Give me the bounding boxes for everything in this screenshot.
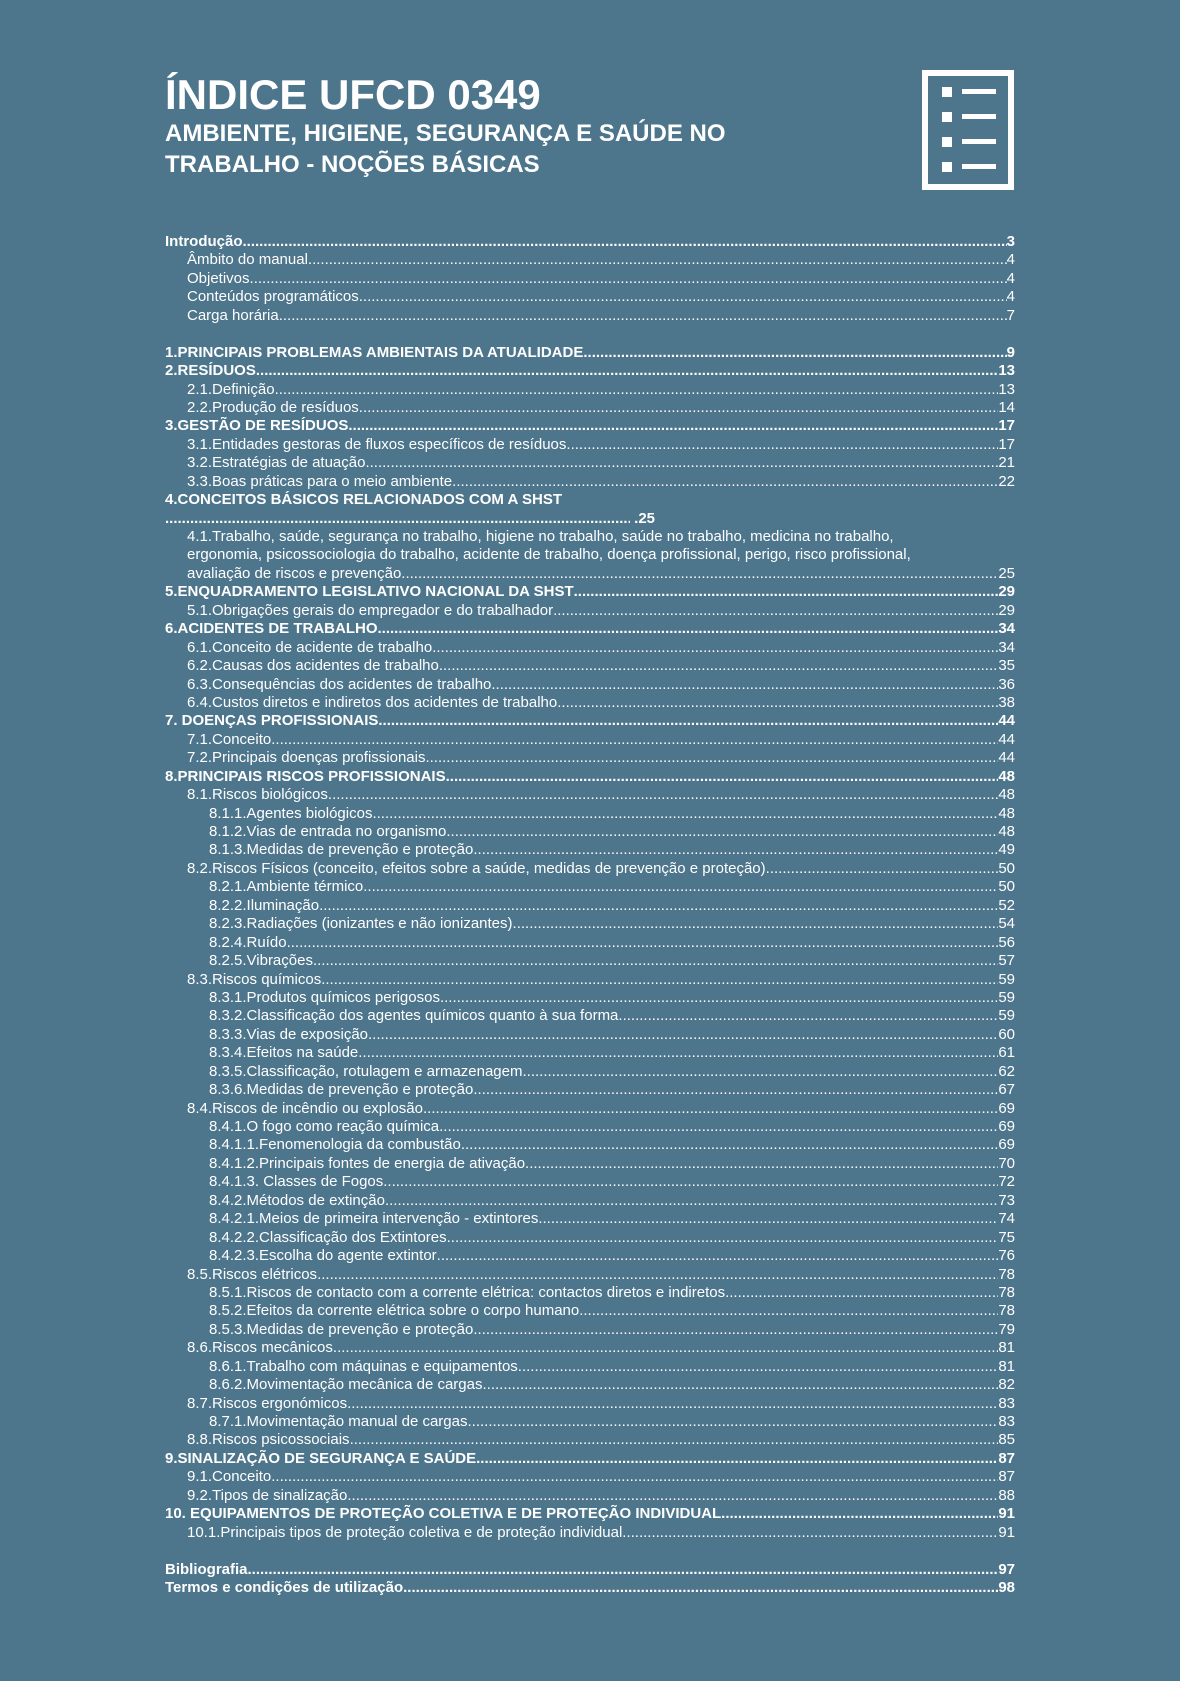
toc-entry-page: 48 — [998, 767, 1015, 785]
toc-entry-page: 13 — [998, 380, 1015, 398]
page-title: ÍNDICE UFCD 0349 — [165, 71, 541, 118]
toc-entry-page: 34 — [998, 620, 1015, 638]
toc-entry[interactable] — [165, 1395, 1015, 1413]
toc-entry[interactable] — [165, 620, 1015, 638]
toc-dot-leader — [378, 620, 999, 638]
toc-entry-label: 8.6.Riscos mecânicos — [187, 1339, 333, 1357]
toc-dot-leader — [513, 915, 999, 933]
toc-entry[interactable] — [165, 381, 1015, 399]
toc-dot-leader — [358, 1044, 998, 1062]
toc-entry-label: 7. DOENÇAS PROFISSIONAIS — [165, 712, 379, 730]
toc-entry[interactable] — [165, 1210, 1015, 1228]
toc-dot-leader — [618, 1007, 998, 1025]
toc-entry-page: 59 — [998, 970, 1015, 988]
toc-entry-page: 73 — [998, 1191, 1015, 1209]
toc-entry-label: 1.PRINCIPAIS PROBLEMAS AMBIENTAIS DA ATUALIDADE — [165, 343, 584, 361]
toc-entry-page: 50 — [998, 859, 1015, 877]
toc-entry-page: 44 — [998, 749, 1015, 767]
toc-dot-leader — [403, 1579, 998, 1597]
toc-entry[interactable] — [165, 602, 1015, 620]
toc-entry-page: 29 — [998, 583, 1015, 601]
toc-entry-page: 59 — [998, 988, 1015, 1006]
toc-dot-leader — [319, 897, 998, 915]
toc-dot-leader — [317, 1266, 998, 1284]
toc-dot-leader — [622, 1524, 998, 1542]
toc-entry-label: 3.2.Estratégias de atuação — [187, 454, 366, 472]
toc-entry[interactable] — [165, 712, 1015, 730]
toc-entry-label: 8.2.3.Radiações (ionizantes e não ionizantes) — [209, 915, 513, 933]
toc-entry[interactable] — [165, 1284, 1015, 1302]
toc-entry-label: 6.2.Causas dos acidentes de trabalho — [187, 657, 439, 675]
toc-entry-label: Conteúdos programáticos — [187, 288, 359, 306]
toc-entry[interactable] — [165, 1450, 1015, 1468]
toc-entry[interactable] — [165, 307, 1015, 325]
toc-entry[interactable] — [165, 1321, 1015, 1339]
toc-entry-page: 74 — [998, 1210, 1015, 1228]
toc-dot-leader — [250, 270, 1007, 288]
toc-entry[interactable] — [165, 1579, 1015, 1597]
toc-part2-group — [165, 583, 1015, 1542]
toc-entry-label: 2.2.Produção de resíduos — [187, 398, 359, 416]
toc-entry-page: 88 — [998, 1486, 1015, 1504]
toc-dot-leader — [365, 454, 998, 472]
toc-entry-page: 48 — [998, 804, 1015, 822]
toc-dot-leader — [482, 1376, 998, 1394]
toc-dot-leader — [439, 1118, 998, 1136]
toc-entry-label: 8.1.3.Medidas de prevenção e proteção — [209, 841, 474, 859]
toc-entry-page: 69 — [998, 1118, 1015, 1135]
toc-entry[interactable] — [165, 915, 1015, 933]
toc-entry[interactable] — [165, 1413, 1015, 1431]
toc-entry-page: 4 — [1006, 251, 1015, 269]
toc-entry-label: 9.SINALIZAÇÃO DE SEGURANÇA E SAÚDE — [165, 1449, 477, 1467]
toc-dot-leader — [452, 473, 998, 491]
toc-entry[interactable] — [165, 952, 1015, 970]
toc-entry[interactable] — [165, 362, 1015, 380]
toc-entry[interactable] — [165, 1081, 1015, 1099]
toc-entry-page: 82 — [998, 1376, 1015, 1394]
toc-entry-label: 10. EQUIPAMENTOS DE PROTEÇÃO COLETIVA E DE PROTEÇÃO INDIVIDUAL — [165, 1505, 722, 1523]
toc-entry-page: 9 — [1006, 343, 1015, 361]
toc-entry-label: 8.1.1.Agentes biológicos — [209, 804, 373, 822]
toc-dot-leader — [725, 1284, 998, 1302]
toc-entry[interactable] — [165, 1247, 1015, 1265]
toc-entry-label: 9.2.Tipos de sinalização — [187, 1486, 348, 1504]
toc-dot-leader — [518, 1358, 999, 1376]
toc-entry-page: 34 — [998, 638, 1015, 656]
toc-entry[interactable] — [165, 731, 1015, 749]
toc-entry[interactable] — [165, 897, 1015, 915]
toc-entry-page: 72 — [998, 1173, 1015, 1191]
toc-entry[interactable] — [165, 1229, 1015, 1247]
toc-entry-label: 8.1.2.Vias de entrada no organismo — [209, 823, 447, 840]
toc-dot-leader — [423, 1100, 998, 1118]
toc-dot-leader — [721, 1505, 998, 1523]
toc-entry-page: 48 — [998, 823, 1015, 840]
toc-entry-label: 8.4.2.3.Escolha do agente extintor — [209, 1247, 437, 1265]
toc-dot-leader — [385, 1192, 998, 1210]
toc-dot-leader — [275, 381, 999, 399]
toc-dot-leader — [333, 1339, 998, 1357]
toc-entry-label: 8.3.3.Vias de exposição — [209, 1025, 369, 1043]
toc-dot-leader — [271, 731, 998, 749]
toc-entry-page: 13 — [998, 362, 1015, 380]
toc-entry-page: 50 — [998, 878, 1015, 896]
toc-dot-leader — [553, 602, 998, 620]
toc-entry[interactable] — [165, 1173, 1015, 1191]
toc-entry-page: 57 — [998, 952, 1015, 970]
toc-entry-leader — [165, 510, 1015, 528]
toc-entry-page: 4 — [1006, 288, 1015, 306]
toc-dot-leader — [372, 805, 998, 823]
toc-entry-label: 5.1.Obrigações gerais do empregador e do trabalhador — [187, 601, 554, 619]
toc-entry-page: 60 — [998, 1025, 1015, 1043]
toc-dot-leader — [491, 676, 998, 694]
toc-entry-page: 4 — [1006, 269, 1015, 287]
toc-dot-leader — [432, 639, 998, 657]
toc-entry[interactable] — [165, 1376, 1015, 1394]
toc-entry[interactable] — [165, 989, 1015, 1007]
toc-entry-label: 9.1.Conceito — [187, 1468, 272, 1486]
toc-entry[interactable] — [165, 1358, 1015, 1376]
toc-entry-label: 8.7.Riscos ergonómicos — [187, 1394, 348, 1412]
toc-entry[interactable] — [165, 1505, 1015, 1523]
toc-entry-label: 6.4.Custos diretos e indiretos dos acidentes de trabalho — [187, 693, 558, 711]
toc-dot-leader — [401, 565, 998, 583]
toc-entry-label: 8.5.Riscos elétricos — [187, 1265, 318, 1283]
toc-entry-label: 8.2.2.Iluminação — [209, 896, 320, 914]
toc-entry[interactable] — [165, 841, 1015, 859]
toc-dot-leader — [287, 934, 999, 952]
toc-entry[interactable] — [165, 251, 1015, 269]
toc-entry-page: 79 — [998, 1320, 1015, 1338]
toc-entry-label: 8.4.Riscos de incêndio ou explosão — [187, 1099, 423, 1117]
toc-entry-label: 8.4.2.2.Classificação dos Extintores — [209, 1228, 447, 1246]
toc-dot-leader — [313, 952, 998, 970]
toc-entry[interactable] — [165, 676, 1015, 694]
toc-dot-leader — [243, 233, 1007, 251]
toc-entry-label: 8.3.Riscos químicos — [187, 970, 322, 988]
toc-entry-label: 8.2.5.Vibrações — [209, 952, 313, 970]
toc-entry-page: 78 — [998, 1283, 1015, 1301]
toc-entry-label: 8.2.1.Ambiente térmico — [209, 878, 364, 896]
toc-entry-label: 2.1.Definição — [187, 380, 275, 398]
toc-dot-leader — [359, 288, 1007, 306]
toc-dot-leader — [363, 878, 998, 896]
toc-dot-leader — [359, 399, 999, 417]
toc-entry-page: 17 — [998, 435, 1015, 453]
toc-entry-page: 69 — [998, 1136, 1015, 1154]
toc-dot-leader — [461, 1136, 998, 1154]
toc-entry-page: 67 — [998, 1081, 1015, 1099]
toc-entry[interactable] — [165, 344, 1015, 362]
toc-entry[interactable] — [165, 417, 1015, 435]
toc-entry-label: 10.1.Principais tipos de proteção coletiva e de proteção individual — [187, 1523, 623, 1541]
toc-entry-page: 7 — [1006, 306, 1015, 324]
toc-entry[interactable] — [165, 1431, 1015, 1449]
toc-entry-label: 5.ENQUADRAMENTO LEGISLATIVO NACIONAL DA SHST — [165, 583, 574, 601]
toc-dot-leader — [525, 1155, 998, 1173]
toc-entry-label: 8.5.3.Medidas de prevenção e proteção — [209, 1320, 474, 1338]
toc-entry-label: avaliação de riscos e prevenção — [187, 564, 402, 582]
toc-entry[interactable] — [165, 1524, 1015, 1542]
toc-entry-page: 85 — [998, 1431, 1015, 1449]
toc-entry-label: Introdução — [165, 233, 243, 250]
toc-entry[interactable] — [165, 288, 1015, 306]
toc-entry-page: 44 — [998, 730, 1015, 748]
toc-dot-leader — [347, 1487, 998, 1505]
toc-dot-leader — [165, 510, 630, 528]
toc-entry[interactable] — [165, 971, 1015, 989]
toc-entry[interactable] — [165, 1155, 1015, 1173]
toc-dot-leader — [425, 749, 998, 767]
toc-entry-label: 8.5.2.Efeitos da corrente elétrica sobre o corpo humano — [209, 1302, 580, 1320]
toc-entry-label: Termos e condições de utilização — [165, 1578, 404, 1596]
toc-dot-leader — [557, 694, 998, 712]
toc-dot-leader — [583, 344, 1006, 362]
toc-entry-label: 4.CONCEITOS BÁSICOS RELACIONADOS COM A SHST — [165, 491, 562, 509]
toc-entry-page: 17 — [998, 417, 1015, 435]
toc-dot-leader — [579, 1302, 998, 1320]
toc-entry[interactable] — [165, 1266, 1015, 1284]
toc-entry-page: 87 — [998, 1468, 1015, 1486]
toc-entry-label: 8.3.2.Classificação dos agentes químicos quanto à sua forma — [209, 1007, 619, 1025]
toc-dot-leader — [256, 362, 998, 380]
toc-entry-page: 56 — [998, 933, 1015, 951]
toc-entry-heading[interactable] — [165, 491, 1015, 509]
toc-part1-group — [165, 344, 1015, 492]
toc-entry[interactable] — [165, 768, 1015, 786]
toc-entry[interactable] — [165, 473, 1015, 491]
toc-entry-label: 8.6.2.Movimentação mecânica de cargas — [209, 1376, 483, 1394]
toc-entry-label: 8.4.2.1.Meios de primeira intervenção - extintores — [209, 1210, 539, 1228]
toc-entry-4-1[interactable] — [165, 528, 1015, 583]
toc-dot-leader — [248, 1561, 999, 1579]
page-subtitle: AMBIENTE, HIGIENE, SEGURANÇA E SAÚDE NO TRABALHO - NOÇÕES BÁSICAS — [165, 120, 726, 178]
toc-entry[interactable] — [165, 1100, 1015, 1118]
toc-entry[interactable] — [165, 270, 1015, 288]
toc-entry-label: 8.2.Riscos Físicos (conceito, efeitos sobre a saúde, medidas de prevenção e proteção) — [187, 859, 766, 877]
toc-entry-label: 8.1.Riscos biológicos — [187, 786, 328, 804]
toc-entry[interactable] — [165, 1192, 1015, 1210]
toc-dot-leader — [350, 1431, 999, 1449]
toc-entry[interactable] — [165, 749, 1015, 767]
toc-dot-leader — [446, 823, 998, 841]
toc-entry-page: 21 — [998, 454, 1015, 472]
toc-entry-label: 8.PRINCIPAIS RISCOS PROFISSIONAIS — [165, 767, 446, 785]
list-icon — [922, 70, 1014, 190]
toc-entry[interactable] — [165, 1468, 1015, 1486]
toc-closing-group — [165, 1561, 1015, 1598]
toc-dot-leader — [566, 436, 998, 454]
toc-entry[interactable] — [165, 639, 1015, 657]
toc-entry[interactable] — [165, 454, 1015, 472]
toc-dot-leader — [447, 1229, 999, 1247]
toc-entry[interactable] — [165, 1118, 1015, 1136]
toc-entry-page: 98 — [998, 1578, 1015, 1596]
toc-entry-label: 3.GESTÃO DE RESÍDUOS — [165, 417, 349, 435]
toc-section-4 — [165, 491, 1015, 583]
toc-entry[interactable] — [165, 805, 1015, 823]
toc-entry-label: Bibliografia — [165, 1560, 248, 1578]
toc-dot-leader — [271, 1468, 998, 1486]
table-of-contents — [165, 233, 1015, 1597]
toc-entry-page: 97 — [998, 1560, 1015, 1578]
toc-entry-label-line: 4.1.Trabalho, saúde, segurança no trabalho, higiene no trabalho, saúde no trabalho, medicina no trabalho, — [187, 528, 894, 545]
toc-entry[interactable] — [165, 934, 1015, 952]
toc-entry[interactable] — [165, 233, 1015, 251]
toc-entry-page: 78 — [998, 1302, 1015, 1320]
toc-entry-page: 22 — [998, 472, 1015, 490]
toc-dot-leader — [328, 786, 998, 804]
toc-dot-leader — [473, 1081, 998, 1099]
toc-dot-leader — [279, 307, 1007, 325]
toc-entry-label: 3.1.Entidades gestoras de fluxos específicos de resíduos — [187, 435, 567, 453]
toc-entry[interactable] — [165, 823, 1015, 841]
toc-dot-leader — [476, 1450, 998, 1468]
toc-entry-page: 3 — [1006, 233, 1015, 250]
toc-entry-label: 8.4.1.1.Fenomenologia da combustão — [209, 1136, 461, 1154]
toc-entry[interactable] — [165, 1339, 1015, 1357]
toc-entry-page: 14 — [998, 398, 1015, 416]
toc-dot-leader — [440, 989, 998, 1007]
toc-dot-leader — [766, 860, 999, 878]
toc-entry-label: 8.3.4.Efeitos na saúde — [209, 1044, 359, 1062]
toc-entry-label: Âmbito do manual — [187, 251, 308, 269]
toc-entry-label: 7.2.Principais doenças profissionais — [187, 749, 426, 767]
toc-spacer — [165, 1542, 1015, 1560]
toc-entry-page: 70 — [998, 1154, 1015, 1172]
toc-entry-label: 2.RESÍDUOS — [165, 362, 256, 380]
toc-entry-page: 38 — [998, 693, 1015, 711]
toc-entry-page: 52 — [998, 896, 1015, 914]
toc-entry-label: 8.5.1.Riscos de contacto com a corrente elétrica: contactos diretos e indiretos — [209, 1283, 726, 1301]
toc-entry-label: 8.3.5.Classificação, rotulagem e armazenagem — [209, 1062, 523, 1080]
toc-entry[interactable] — [165, 1136, 1015, 1154]
toc-dot-leader — [347, 1395, 998, 1413]
toc-intro-group — [165, 233, 1015, 325]
toc-entry-label: 7.1.Conceito — [187, 730, 272, 748]
toc-entry-page: 91 — [998, 1505, 1015, 1523]
toc-entry-page: 81 — [998, 1339, 1015, 1357]
toc-entry[interactable] — [165, 878, 1015, 896]
toc-dot-leader — [308, 251, 1007, 269]
toc-entry-label: 3.3.Boas práticas para o meio ambiente — [187, 472, 453, 490]
toc-entry-label: 8.4.2.Métodos de extinção — [209, 1191, 385, 1209]
toc-dot-leader — [538, 1210, 998, 1228]
toc-dot-leader — [383, 1173, 998, 1191]
toc-entry-label: 8.6.1.Trabalho com máquinas e equipamentos — [209, 1357, 518, 1375]
toc-entry-page: 69 — [998, 1099, 1015, 1117]
toc-entry-page: 61 — [998, 1044, 1015, 1062]
toc-entry[interactable] — [165, 1561, 1015, 1579]
toc-entry-label: 8.3.1.Produtos químicos perigosos — [209, 988, 440, 1006]
toc-entry-label: 8.7.1.Movimentação manual de cargas — [209, 1413, 468, 1430]
toc-entry[interactable] — [165, 1026, 1015, 1044]
toc-entry-page: 83 — [998, 1413, 1015, 1430]
toc-dot-leader — [439, 657, 998, 675]
toc-dot-leader — [368, 1026, 998, 1044]
toc-entry-page: 62 — [998, 1062, 1015, 1080]
toc-entry-last-line — [187, 565, 1015, 583]
toc-entry-label: 8.4.1.3. Classes de Fogos — [209, 1173, 384, 1191]
toc-entry[interactable] — [165, 1302, 1015, 1320]
toc-entry[interactable] — [165, 1044, 1015, 1062]
toc-entry-page: 78 — [998, 1265, 1015, 1283]
toc-dot-leader — [473, 1321, 998, 1339]
toc-entry-page: 29 — [998, 601, 1015, 619]
toc-entry-label-line: ergonomia, psicossociologia do trabalho, acidente de trabalho, doença profissional, perigo, risco profissional, — [187, 546, 911, 564]
toc-dot-leader — [446, 768, 999, 786]
toc-spacer — [165, 325, 1015, 343]
toc-entry-label: Objetivos — [187, 269, 250, 287]
toc-dot-leader — [467, 1413, 998, 1431]
toc-entry-label: 8.3.6.Medidas de prevenção e proteção — [209, 1081, 474, 1099]
toc-entry-page: 76 — [998, 1247, 1015, 1265]
toc-entry-label: 6.1.Conceito de acidente de trabalho — [187, 638, 433, 656]
toc-entry-page: 59 — [998, 1007, 1015, 1025]
toc-entry-page: 25 — [998, 564, 1015, 582]
toc-entry[interactable] — [165, 786, 1015, 804]
toc-entry-label: 8.2.4.Ruído — [209, 933, 287, 951]
toc-dot-leader — [321, 971, 998, 989]
toc-entry-label: 8.4.1.O fogo como reação química — [209, 1118, 440, 1135]
toc-entry-page: .25 — [634, 509, 656, 527]
toc-entry-page: 54 — [998, 915, 1015, 933]
toc-dot-leader — [378, 712, 998, 730]
toc-entry-page: 87 — [998, 1449, 1015, 1467]
toc-entry-page: 83 — [998, 1394, 1015, 1412]
toc-entry[interactable] — [165, 694, 1015, 712]
toc-dot-leader — [437, 1247, 999, 1265]
toc-dot-leader — [348, 417, 998, 435]
toc-entry-label: Carga horária — [187, 306, 279, 324]
toc-entry-label: 6.ACIDENTES DE TRABALHO — [165, 620, 378, 638]
toc-entry-page: 48 — [998, 786, 1015, 804]
toc-entry-label: 6.3.Consequências dos acidentes de trabalho — [187, 675, 492, 693]
toc-entry[interactable] — [165, 583, 1015, 601]
toc-entry[interactable] — [165, 399, 1015, 417]
toc-entry-page: 35 — [998, 657, 1015, 675]
toc-entry-page: 36 — [998, 675, 1015, 693]
toc-dot-leader — [574, 583, 999, 601]
toc-dot-leader — [523, 1063, 999, 1081]
toc-entry-label: 8.8.Riscos psicossociais — [187, 1431, 350, 1449]
toc-entry[interactable] — [165, 1487, 1015, 1505]
toc-entry-page: 75 — [998, 1228, 1015, 1246]
toc-entry[interactable] — [165, 1063, 1015, 1081]
toc-entry-page: 81 — [998, 1357, 1015, 1375]
toc-entry-label: 8.4.1.2.Principais fontes de energia de ativação — [209, 1154, 526, 1172]
toc-entry[interactable] — [165, 657, 1015, 675]
toc-dot-leader — [473, 841, 998, 859]
toc-entry[interactable] — [165, 1007, 1015, 1025]
toc-entry-page: 91 — [998, 1523, 1015, 1541]
toc-entry-page: 44 — [998, 712, 1015, 730]
toc-entry[interactable] — [165, 436, 1015, 454]
toc-entry-page: 49 — [998, 841, 1015, 859]
toc-entry[interactable] — [165, 860, 1015, 878]
